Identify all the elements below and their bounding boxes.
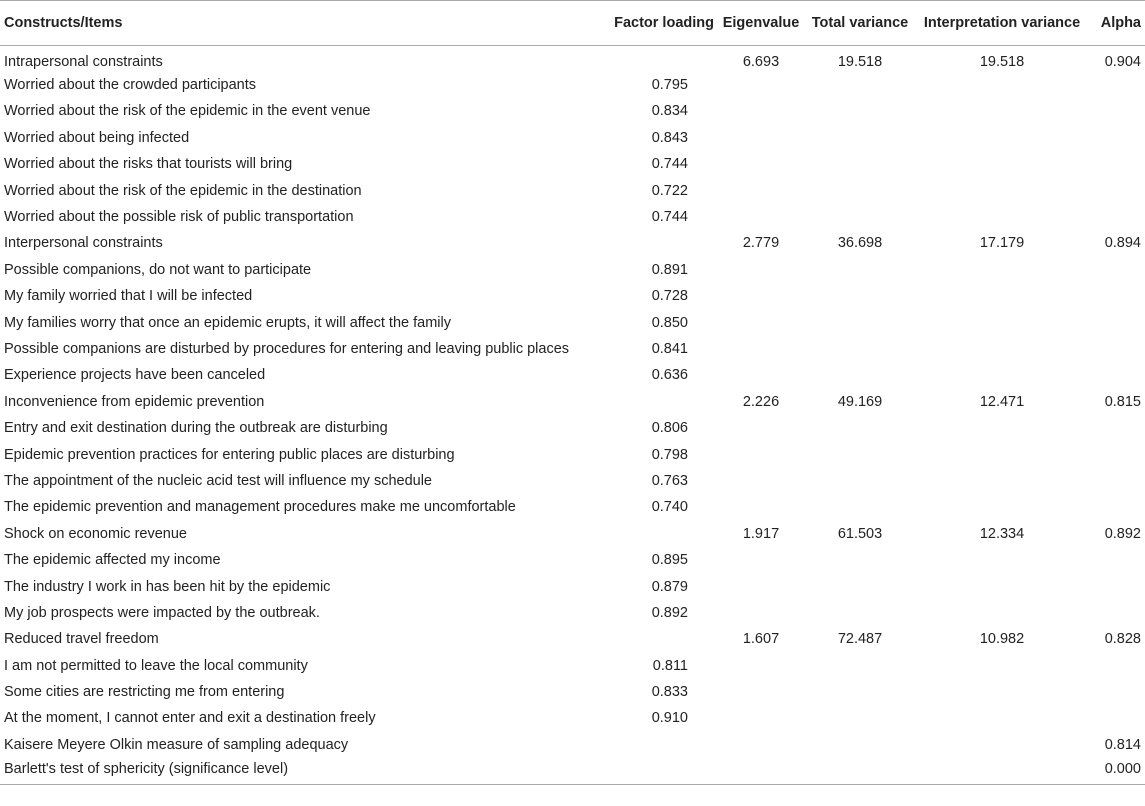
table-row: [0, 521, 1145, 547]
cell-item-label: Shock on economic revenue: [4, 525, 187, 542]
cell-item-label: The appointment of the nucleic acid test will influence my schedule: [4, 472, 432, 489]
table-body: [0, 46, 1145, 785]
cell-eigenvalue: [718, 309, 804, 335]
cell-interpretation-variance: [916, 204, 1088, 230]
table-row: [0, 389, 1145, 415]
cell-interpretation-variance: 12.334: [979, 525, 1025, 542]
header-eigenvalue: Eigenvalue: [718, 1, 804, 46]
table-row: [0, 415, 1145, 441]
cell-item-label: The industry I work in has been hit by the epidemic: [4, 578, 331, 595]
cell-item-label: I am not permitted to leave the local community: [4, 657, 308, 674]
table-row: [0, 257, 1145, 283]
cell-eigenvalue: 1.607: [742, 631, 780, 648]
cell-alpha: [1088, 573, 1145, 599]
table-row: [0, 98, 1145, 124]
cell-alpha: [1088, 679, 1145, 705]
cell-factor-loading: [600, 46, 718, 72]
cell-factor-loading: [600, 389, 718, 415]
cell-alpha: 0.828: [1104, 631, 1141, 648]
cell-alpha: 0.904: [1104, 53, 1141, 70]
cell-eigenvalue: [718, 257, 804, 283]
cell-alpha: [1088, 204, 1145, 230]
table-row: [0, 732, 1145, 758]
cell-item-label: My family worried that I will be infected: [4, 288, 253, 305]
cell-total-variance: [804, 151, 916, 177]
cell-factor-loading: 0.795: [651, 77, 688, 94]
table-row: [0, 125, 1145, 151]
cell-item-label: Kaisere Meyere Olkin measure of sampling adequacy: [4, 736, 349, 753]
cell-factor-loading: [600, 521, 718, 547]
cell-interpretation-variance: 19.518: [979, 53, 1025, 70]
cell-alpha: [1088, 494, 1145, 520]
cell-eigenvalue: [718, 362, 804, 388]
cell-eigenvalue: [718, 98, 804, 124]
cell-item-label: My families worry that once an epidemic erupts, it will affect the family: [4, 314, 451, 331]
cell-factor-loading: [600, 626, 718, 652]
cell-total-variance: [804, 468, 916, 494]
cell-alpha: 0.814: [1104, 736, 1141, 753]
table-row: [0, 573, 1145, 599]
cell-eigenvalue: 1.917: [742, 525, 780, 542]
cell-item-label: Barlett's test of sphericity (significance level): [0, 758, 600, 784]
cell-eigenvalue: [718, 125, 804, 151]
cell-total-variance: [804, 283, 916, 309]
cell-item-label: Possible companions are disturbed by procedures for entering and leaving public places: [4, 340, 570, 357]
cell-alpha: [1088, 468, 1145, 494]
cell-factor-loading: 0.763: [651, 472, 688, 489]
cell-interpretation-variance: [916, 547, 1088, 573]
cell-total-variance: 19.518: [837, 53, 883, 70]
table-row: [0, 494, 1145, 520]
cell-factor-loading: 0.744: [651, 156, 688, 173]
cell-total-variance: [804, 72, 916, 98]
cell-factor-loading: 0.834: [651, 103, 688, 120]
table-row: [0, 230, 1145, 256]
header-factor-loading: Factor loading: [600, 1, 718, 46]
table-row: [0, 547, 1145, 573]
cell-item-label: Experience projects have been canceled: [4, 367, 266, 384]
cell-factor-loading: 0.843: [651, 129, 688, 146]
cell-item-label: Epidemic prevention practices for entering public places are disturbing: [4, 446, 455, 463]
cell-total-variance: [804, 204, 916, 230]
cell-item-label: Interpersonal constraints: [4, 235, 163, 252]
cell-eigenvalue: [718, 415, 804, 441]
cell-total-variance: [804, 125, 916, 151]
cell-total-variance: [804, 336, 916, 362]
cell-interpretation-variance: 12.471: [979, 393, 1025, 410]
cell-eigenvalue: [718, 600, 804, 626]
cell-item-label: Worried about the risk of the epidemic in the event venue: [4, 103, 371, 120]
cell-item-label: My job prospects were impacted by the outbreak.: [4, 604, 320, 621]
cell-interpretation-variance: [916, 441, 1088, 467]
cell-alpha: [1088, 177, 1145, 203]
cell-factor-loading: 0.895: [651, 552, 688, 569]
cell-total-variance: [804, 600, 916, 626]
table-row: [0, 679, 1145, 705]
header-alpha: Alpha: [1088, 1, 1145, 46]
cell-factor-loading: 0.806: [651, 420, 688, 437]
cell-total-variance: [804, 679, 916, 705]
cell-eigenvalue: [718, 151, 804, 177]
cell-interpretation-variance: [916, 415, 1088, 441]
table-row: [0, 177, 1145, 203]
cell-interpretation-variance: [916, 177, 1088, 203]
cell-alpha: [1088, 98, 1145, 124]
cell-total-variance: 72.487: [837, 631, 883, 648]
cell-eigenvalue: [718, 468, 804, 494]
cell-total-variance: [804, 732, 916, 758]
table-row: [0, 600, 1145, 626]
cell-eigenvalue: [718, 679, 804, 705]
table-row: [0, 652, 1145, 678]
cell-eigenvalue: [718, 732, 804, 758]
cell-factor-loading: [600, 758, 718, 784]
cell-total-variance: 36.698: [837, 235, 883, 252]
cell-eigenvalue: 2.226: [742, 393, 780, 410]
cell-interpretation-variance: [916, 257, 1088, 283]
cell-item-label: At the moment, I cannot enter and exit a destination freely: [4, 710, 376, 727]
cell-factor-loading: 0.850: [651, 314, 688, 331]
table-row: [0, 468, 1145, 494]
cell-alpha: [1088, 309, 1145, 335]
cell-interpretation-variance: [916, 705, 1088, 731]
cell-eigenvalue: [718, 758, 804, 784]
table-row: [0, 46, 1145, 72]
header-interpretation-variance: Interpretation variance: [916, 1, 1088, 46]
cell-item-label: Reduced travel freedom: [4, 631, 159, 648]
cell-factor-loading: 0.636: [651, 367, 688, 384]
cell-alpha: [1088, 415, 1145, 441]
cell-alpha: [1088, 705, 1145, 731]
cell-total-variance: [804, 758, 916, 784]
cell-item-label: Worried about the crowded participants: [4, 77, 257, 94]
header-total-variance: Total variance: [804, 1, 916, 46]
cell-alpha: [1088, 441, 1145, 467]
table-row: [0, 72, 1145, 98]
cell-alpha: 0.000: [1088, 758, 1145, 784]
cell-item-label: Worried about the possible risk of public transportation: [4, 209, 354, 226]
cell-item-label: Some cities are restricting me from entering: [4, 684, 285, 701]
cell-interpretation-variance: [916, 573, 1088, 599]
cell-factor-loading: 0.841: [651, 340, 688, 357]
cell-interpretation-variance: [916, 679, 1088, 705]
cell-interpretation-variance: [916, 362, 1088, 388]
cell-alpha: [1088, 283, 1145, 309]
cell-item-label: Possible companions, do not want to participate: [4, 261, 312, 278]
cell-alpha: [1088, 151, 1145, 177]
cell-alpha: 0.892: [1104, 525, 1141, 542]
cell-total-variance: [804, 705, 916, 731]
cell-interpretation-variance: [916, 72, 1088, 98]
cell-interpretation-variance: [916, 309, 1088, 335]
cell-interpretation-variance: [916, 125, 1088, 151]
cell-eigenvalue: [718, 72, 804, 98]
cell-total-variance: 49.169: [837, 393, 883, 410]
cell-factor-loading: [600, 732, 718, 758]
cell-eigenvalue: 6.693: [742, 53, 780, 70]
cell-interpretation-variance: [916, 151, 1088, 177]
cell-total-variance: [804, 98, 916, 124]
cell-alpha: [1088, 336, 1145, 362]
cell-alpha: [1088, 257, 1145, 283]
cell-interpretation-variance: [916, 600, 1088, 626]
cell-item-label: Entry and exit destination during the outbreak are disturbing: [4, 420, 388, 437]
cell-eigenvalue: [718, 547, 804, 573]
table-row: [0, 309, 1145, 335]
cell-item-label: The epidemic affected my income: [4, 552, 221, 569]
table-row: [0, 441, 1145, 467]
cell-factor-loading: 0.728: [651, 288, 688, 305]
cell-factor-loading: 0.744: [651, 209, 688, 226]
cell-alpha: [1088, 362, 1145, 388]
cell-eigenvalue: [718, 652, 804, 678]
cell-alpha: 0.894: [1104, 235, 1141, 252]
cell-total-variance: [804, 547, 916, 573]
cell-item-label: The epidemic prevention and management procedures make me uncomfortable: [4, 499, 516, 516]
cell-interpretation-variance: [916, 468, 1088, 494]
cell-alpha: [1088, 72, 1145, 98]
table-row: [0, 626, 1145, 652]
cell-eigenvalue: [718, 204, 804, 230]
table-row: [0, 151, 1145, 177]
cell-interpretation-variance: [916, 336, 1088, 362]
cell-item-label: Inconvenience from epidemic prevention: [4, 393, 265, 410]
cell-eigenvalue: [718, 177, 804, 203]
cell-total-variance: [804, 573, 916, 599]
cell-total-variance: [804, 257, 916, 283]
cell-interpretation-variance: [916, 732, 1088, 758]
cell-alpha: [1088, 600, 1145, 626]
table-row: [0, 283, 1145, 309]
cell-item-label: Intrapersonal constraints: [4, 53, 163, 70]
cell-interpretation-variance: 10.982: [979, 631, 1025, 648]
cell-item-label: Worried about the risk of the epidemic in the destination: [4, 182, 362, 199]
table-row: [0, 336, 1145, 362]
cell-factor-loading: 0.891: [651, 261, 688, 278]
cell-item-label: Worried about the risks that tourists will bring: [4, 156, 293, 173]
cell-interpretation-variance: [916, 283, 1088, 309]
cell-factor-loading: [600, 230, 718, 256]
cell-factor-loading: 0.798: [651, 446, 688, 463]
cell-interpretation-variance: 17.179: [979, 235, 1025, 252]
cell-factor-loading: 0.740: [651, 499, 688, 516]
cell-alpha: [1088, 125, 1145, 151]
cell-alpha: [1088, 652, 1145, 678]
table-row: [0, 705, 1145, 731]
cell-total-variance: 61.503: [837, 525, 883, 542]
header-row: [0, 1, 1145, 46]
cell-eigenvalue: [718, 705, 804, 731]
cell-total-variance: [804, 362, 916, 388]
header-constructs-items: Constructs/Items: [0, 1, 600, 46]
table-row: [0, 362, 1145, 388]
cell-total-variance: [804, 652, 916, 678]
cell-eigenvalue: [718, 573, 804, 599]
cell-interpretation-variance: [916, 652, 1088, 678]
cell-factor-loading: 0.879: [651, 578, 688, 595]
cell-eigenvalue: [718, 283, 804, 309]
cell-factor-loading: 0.811: [652, 657, 688, 674]
cell-eigenvalue: [718, 494, 804, 520]
cell-eigenvalue: 2.779: [742, 235, 780, 252]
table-row: [0, 758, 1145, 784]
cell-alpha: 0.815: [1104, 393, 1141, 410]
cell-factor-loading: 0.892: [651, 604, 688, 621]
cell-total-variance: [804, 494, 916, 520]
cell-total-variance: [804, 441, 916, 467]
table-row: [0, 204, 1145, 230]
cell-alpha: [1088, 547, 1145, 573]
cell-interpretation-variance: [916, 494, 1088, 520]
cell-eigenvalue: [718, 441, 804, 467]
cell-factor-loading: 0.722: [651, 182, 688, 199]
cell-total-variance: [804, 309, 916, 335]
cell-item-label: Worried about being infected: [4, 129, 190, 146]
cell-total-variance: [804, 415, 916, 441]
cell-interpretation-variance: [916, 98, 1088, 124]
cell-interpretation-variance: [916, 758, 1088, 784]
cell-factor-loading: 0.910: [651, 710, 688, 727]
cell-factor-loading: 0.833: [651, 684, 688, 701]
cell-total-variance: [804, 177, 916, 203]
cell-eigenvalue: [718, 336, 804, 362]
